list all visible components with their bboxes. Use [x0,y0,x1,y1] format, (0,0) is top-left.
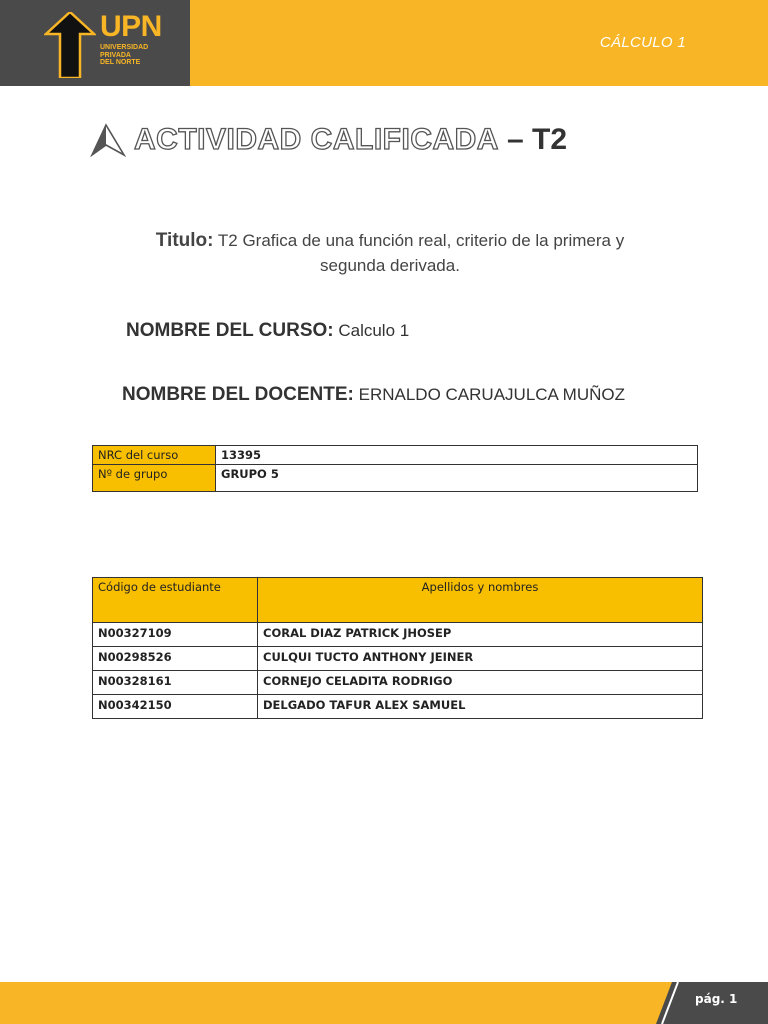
table-row [93,647,703,671]
upn-logo [44,12,164,78]
header-name: Apellidos y nombres [258,578,703,623]
student-name: DELGADO TAFUR ALEX SAMUEL [258,695,703,719]
logo-line: DEL NORTE [100,59,141,66]
course-info-table [92,445,698,492]
docente-line [122,384,625,406]
table-row [93,446,698,465]
header-logo-panel [0,0,190,86]
titulo-text-line1: T2 Grafica de una función real, criterio de la primera y [217,231,625,250]
student-name: CORNEJO CELADITA RODRIGO [258,671,703,695]
logo-brand: UPN [100,10,162,43]
titulo-label: Titulo: [155,230,214,251]
students-table [92,577,703,719]
table-row [93,695,703,719]
nrc-label: NRC del curso [93,446,216,465]
student-name: CORAL DIAZ PATRICK JHOSEP [258,623,703,647]
curso-line [126,320,409,342]
curso-value: Calculo 1 [338,321,410,340]
main-title: ACTIVIDAD CALIFICADA [134,123,499,156]
student-code: N00298526 [93,647,258,671]
curso-label: NOMBRE DEL CURSO: [126,320,334,341]
table-header-row [93,578,703,623]
logo-subtitle [100,44,164,67]
student-code: N00327109 [93,623,258,647]
table-row [93,671,703,695]
student-code: N00328161 [93,671,258,695]
header-code: Código de estudiante [93,578,258,623]
arrow-up-icon [90,123,126,157]
logo-line: PRIVADA [100,51,131,59]
docente-value: ERNALDO CARUAJULCA MUÑOZ [358,385,625,404]
page-number: pág. 1 [695,992,738,1006]
upn-arrow-icon [44,12,96,78]
docente-label: NOMBRE DEL DOCENTE: [122,384,354,405]
grupo-value: GRUPO 5 [216,465,698,492]
header-course-tag: CÁLCULO 1 [599,34,686,51]
titulo-text-line2: segunda derivada. [320,256,460,275]
grupo-label: Nº de grupo [93,465,216,492]
student-name: CULQUI TUCTO ANTHONY JEINER [258,647,703,671]
footer-band [0,982,672,1024]
table-row [93,465,698,492]
titulo-block [110,228,670,278]
table-row [93,623,703,647]
page-title [90,118,567,162]
logo-line: UNIVERSIDAD [100,44,149,51]
footer-slash-decoration [652,982,692,1024]
main-title-suffix: – T2 [506,123,568,156]
nrc-value: 13395 [216,446,698,465]
student-code: N00342150 [93,695,258,719]
